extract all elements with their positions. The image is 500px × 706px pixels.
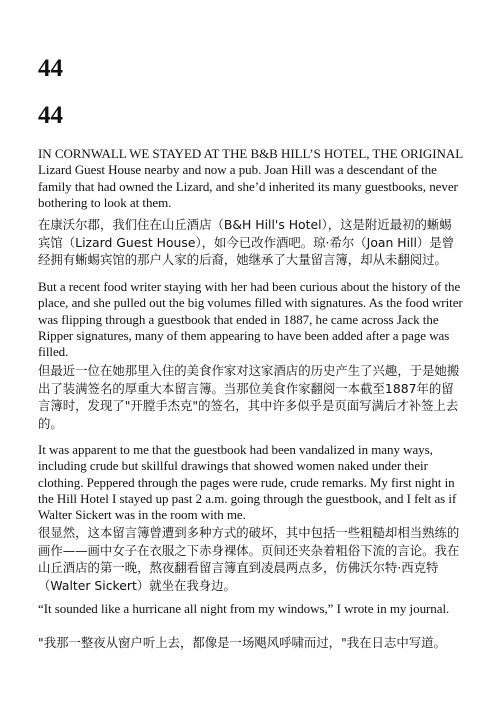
chapter-number: 44 (38, 55, 63, 82)
paragraph-english: It was apparent to me that the guestbook had been vandalized in many ways, including crude but skillful drawings that showed women naked under their clothing. Peppered through the pages were rude, crude remarks. My first night in the Hill Hotel I stayed up past 2 a.m. going through the guestbook, and I felt as if Walter Sickert was in the room with me. (38, 442, 457, 523)
chapter-number-translated: 44 (38, 102, 63, 129)
paragraph-chinese: "我那一整夜从窗户听上去，都像是一场飓风呼啸而过，"我在日志中写道。 (38, 635, 446, 650)
paragraph-english: “It sounded like a hurricane all night from my windows,” I wrote in my journal. (38, 601, 450, 616)
paragraph-chinese: 但最近一位在她那里入住的美食作家对这家酒店的历史产生了兴趣，于是她搬出了装满签名的厚重大本留言簿。当那位美食作家翻阅一本截至1887年的留言簿时，发现了"开膛手杰克"的签名，其中许多似乎是页面写满后才补签上去的。 (38, 363, 460, 431)
paragraph-chinese: 在康沃尔郡，我们住在山丘酒店（B&H Hill's Hotel），这是附近最初的蜥蜴宾馆（Lizard Guest House），如今已改作酒吧。琼·希尔（Joan Hill）是曾经拥有蜥蜴宾馆的那户人家的后裔，她继承了大量留言簿，却从未翻阅过。 (38, 217, 455, 268)
paragraph-english: But a recent food writer staying with her had been curious about the history of the place, and she pulled out the big volumes filled with signatures. As the food writer was flipping through a guestbook that ended in 1887, he came across Jack the Ripper signatures, many of them appearing to have been added after a page was filled. (38, 279, 463, 360)
paragraph-chinese: 很显然，这本留言簿曾遭到多种方式的破坏，其中包括一些粗糙却相当熟练的画作——画中女子在衣服之下赤身裸体。页间还夹杂着粗俗下流的言论。我在山丘酒店的第一晚，熬夜翻看留言簿直到凌晨两点多，仿佛沃尔特·西克特（Walter Sickert）就坐在我身边。 (38, 525, 460, 593)
paragraph-english: IN CORNWALL WE STAYED AT THE B&B HILL’S HOTEL, THE ORIGINAL Lizard Guest House nearby and now a pub. Joan Hill was a descendant of the family that had owned the Lizard, and she’d inherited its many guestbooks, never bothering to look at them. (38, 146, 463, 210)
